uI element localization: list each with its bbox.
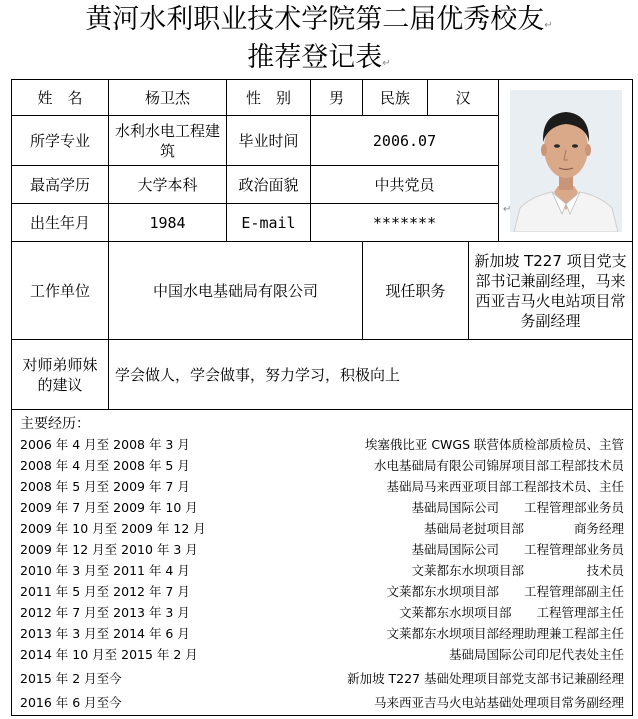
- major-label: 所学专业: [12, 116, 109, 166]
- gender-label: 性 别: [227, 80, 311, 116]
- portrait-photo: [510, 90, 622, 232]
- history-date: 2006 年 4 月至 2008 年 3 月: [20, 437, 190, 452]
- history-date: 2010 年 3 月至 2011 年 4 月: [20, 563, 190, 578]
- history-row: [20, 455, 624, 476]
- graduation-value: 2006.07: [311, 116, 499, 166]
- history-desc: 新加坡 T227 基础处理项目部党支部书记兼副经理: [347, 671, 625, 686]
- history-desc: 文莱都东水坝项目部 工程管理部副主任: [386, 584, 625, 599]
- political-label: 政治面貌: [227, 166, 311, 204]
- history-row: [20, 539, 624, 560]
- form-title-line2: 推荐登记表↵: [247, 42, 391, 73]
- employer-label: 工作单位: [12, 242, 109, 340]
- history-row: [20, 497, 624, 518]
- major-value: 水利水电工程建筑: [109, 116, 227, 166]
- birth-value: 1984: [109, 204, 227, 242]
- gender-value: 男: [311, 80, 363, 116]
- history-date: 2008 年 4 月至 2008 年 5 月: [20, 458, 190, 473]
- history-row: [20, 692, 624, 713]
- history-desc: 文莱都东水坝项目部 技术员: [411, 563, 625, 578]
- history-desc: 埃塞俄比亚 CWGS 联营体质检部质检员、主管: [364, 437, 625, 452]
- birth-label: 出生年月: [12, 204, 109, 242]
- ethnicity-label: 民族: [363, 80, 428, 116]
- history-row: [20, 434, 624, 455]
- paragraph-mark: ↵: [544, 20, 553, 31]
- history-row: [20, 644, 624, 665]
- history-date: 2012 年 7 月至 2013 年 3 月: [20, 605, 190, 620]
- history-date: 2015 年 2 月至今: [20, 671, 122, 686]
- history-row: [20, 476, 624, 497]
- name-label: 姓 名: [12, 80, 109, 116]
- history-section: [12, 410, 633, 716]
- advice-value: 学会做人，学会做事，努力学习，积极向上: [109, 340, 633, 410]
- paragraph-mark: ↵: [503, 204, 512, 215]
- history-desc: 文莱都东水坝项目部 工程管理部主任: [399, 605, 625, 620]
- email-value: *******: [311, 204, 499, 242]
- education-label: 最高学历: [12, 166, 109, 204]
- history-date: 2013 年 3 月至 2014 年 6 月: [20, 626, 190, 641]
- history-row: [20, 581, 624, 602]
- position-label: 现任职务: [363, 242, 469, 340]
- ethnicity-value: 汉: [428, 80, 499, 116]
- history-title: 主要经历：: [20, 416, 90, 432]
- photo-cell: [499, 80, 633, 242]
- advice-label: 对师弟师妹的建议: [12, 340, 109, 410]
- history-date: 2009 年 10 月至 2009 年 12 月: [20, 521, 206, 536]
- history-row: [20, 518, 624, 539]
- history-date: 2009 年 7 月至 2009 年 10 月: [20, 500, 198, 515]
- registration-form-table: [11, 79, 633, 716]
- political-value: 中共党员: [311, 166, 499, 204]
- history-row: [20, 623, 624, 644]
- history-row: [20, 668, 624, 689]
- history-date: 2008 年 5 月至 2009 年 7 月: [20, 479, 190, 494]
- education-value: 大学本科: [109, 166, 227, 204]
- history-date: 2014 年 10 月至 2015 年 2 月: [20, 647, 198, 662]
- history-desc: 马来西亚吉马火电站基础处理项目常务副经理: [374, 695, 625, 710]
- history-desc: 基础局马来西亚项目部工程部技术员、主任: [386, 479, 625, 494]
- history-desc: 基础局老挝项目部 商务经理: [424, 521, 625, 536]
- employer-value: 中国水电基础局有限公司: [109, 242, 363, 340]
- history-date: 2011 年 5 月至 2012 年 7 月: [20, 584, 190, 599]
- history-date: 2009 年 12 月至 2010 年 3 月: [20, 542, 198, 557]
- history-list: [20, 434, 624, 713]
- history-desc: 基础局国际公司 工程管理部业务员: [411, 542, 625, 557]
- history-date: 2016 年 6 月至今: [20, 695, 122, 710]
- history-row: [20, 602, 624, 623]
- form-title-line1: 黄河水利职业技术学院第二届优秀校友↵: [85, 4, 553, 35]
- history-desc: 基础局国际公司 工程管理部业务员: [411, 500, 625, 515]
- position-value: 新加坡 T227 项目党支部书记兼副经理，马来西亚吉马火电站项目常务副经理: [469, 242, 633, 340]
- history-desc: 文莱都东水坝项目部经理助理兼工程部主任: [386, 626, 625, 641]
- history-desc: 水电基础局有限公司锦屏项目部工程部技术员: [374, 458, 625, 473]
- paragraph-mark: ↵: [382, 58, 391, 69]
- email-label: E-mail: [227, 204, 311, 242]
- history-row: [20, 560, 624, 581]
- history-desc: 基础局国际公司印尼代表处主任: [449, 647, 625, 662]
- graduation-label: 毕业时间: [227, 116, 311, 166]
- name-value: 杨卫杰: [109, 80, 227, 116]
